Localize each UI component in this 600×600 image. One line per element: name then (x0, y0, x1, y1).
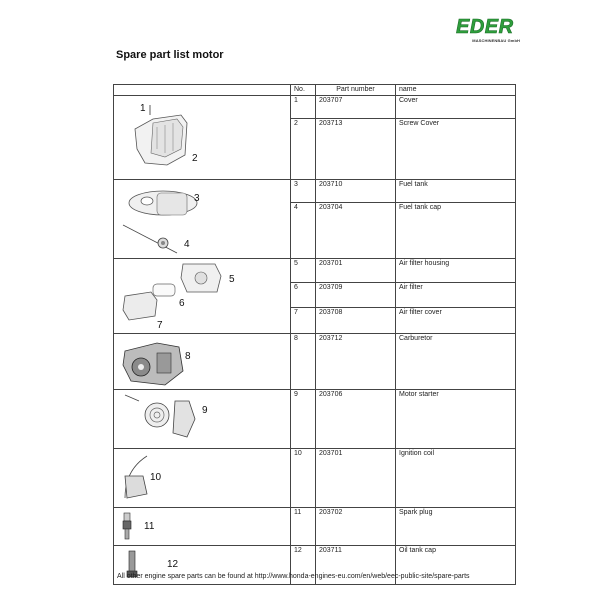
row-part-number: 203701 (316, 449, 396, 508)
row-no: 8 (291, 334, 316, 390)
header-name: name (396, 85, 516, 96)
callout-3: 3 (194, 193, 200, 204)
row-name: Air filter housing (396, 259, 516, 283)
row-name: Screw Cover (396, 119, 516, 180)
callout-7: 7 (157, 320, 163, 331)
row-no: 1 (291, 96, 316, 119)
eder-logo (456, 17, 520, 43)
fuel-tank-illustration (114, 180, 291, 259)
row-name: Ignition coil (396, 449, 516, 508)
air-filter-illustration (114, 259, 291, 334)
row-part-number: 203708 (316, 307, 396, 333)
callout-6: 6 (179, 298, 185, 309)
table-row (114, 508, 516, 546)
callout-1: 1 (140, 103, 146, 114)
callout-11: 11 (144, 521, 155, 532)
logo-subtitle: MASCHINENBAU GmbH (472, 38, 520, 43)
row-part-number: 203706 (316, 390, 396, 449)
row-name: Spark plug (396, 508, 516, 546)
row-part-number: 203702 (316, 508, 396, 546)
row-no: 3 (291, 180, 316, 203)
header-no: No. (291, 85, 316, 96)
table-row (114, 259, 516, 283)
cover-illustration (114, 96, 291, 180)
row-name: Motor starter (396, 390, 516, 449)
table-row (114, 334, 516, 390)
page-title: Spare part list motor (116, 49, 224, 61)
table-row (114, 449, 516, 508)
row-part-number: 203711 (316, 546, 396, 585)
spare-parts-table (113, 84, 516, 585)
row-no: 7 (291, 307, 316, 333)
row-part-number: 203707 (316, 96, 396, 119)
row-no: 2 (291, 119, 316, 180)
row-name: Air filter cover (396, 307, 516, 333)
row-part-number: 203713 (316, 119, 396, 180)
row-no: 4 (291, 202, 316, 258)
header-image (114, 85, 291, 96)
carburetor-illustration (114, 334, 291, 390)
table-row (114, 390, 516, 449)
row-no: 12 (291, 546, 316, 585)
spark-plug-illustration (114, 508, 291, 546)
callout-8: 8 (185, 351, 191, 362)
row-part-number: 203712 (316, 334, 396, 390)
row-name: Air filter (396, 282, 516, 307)
row-no: 6 (291, 282, 316, 307)
callout-10: 10 (150, 472, 162, 483)
table-row (114, 180, 516, 203)
callout-9: 9 (202, 405, 208, 416)
ignition-coil-illustration (114, 449, 291, 508)
row-no: 10 (291, 449, 316, 508)
row-part-number: 203709 (316, 282, 396, 307)
callout-12: 12 (167, 559, 179, 570)
row-no: 11 (291, 508, 316, 546)
logo-wordmark: EDER (456, 16, 514, 38)
row-name: Cover (396, 96, 516, 119)
row-name: Oil tank cap (396, 546, 516, 585)
row-part-number: 203704 (316, 202, 396, 258)
header-part-number: Part number (316, 85, 396, 96)
table-row (114, 96, 516, 119)
row-name: Fuel tank (396, 180, 516, 203)
motor-starter-illustration (114, 390, 291, 449)
callout-5: 5 (229, 274, 235, 285)
callout-2: 2 (192, 153, 198, 164)
row-name: Carburetor (396, 334, 516, 390)
row-part-number: 203701 (316, 259, 396, 283)
row-part-number: 203710 (316, 180, 396, 203)
footer-note: All other engine spare parts can be found at http://www.honda-engines-eu.com/en/web/eec-public-site/spare-parts (117, 573, 470, 580)
row-no: 9 (291, 390, 316, 449)
table-header-row (114, 85, 516, 96)
row-no: 5 (291, 259, 316, 283)
row-name: Fuel tank cap (396, 202, 516, 258)
callout-4: 4 (184, 239, 190, 250)
